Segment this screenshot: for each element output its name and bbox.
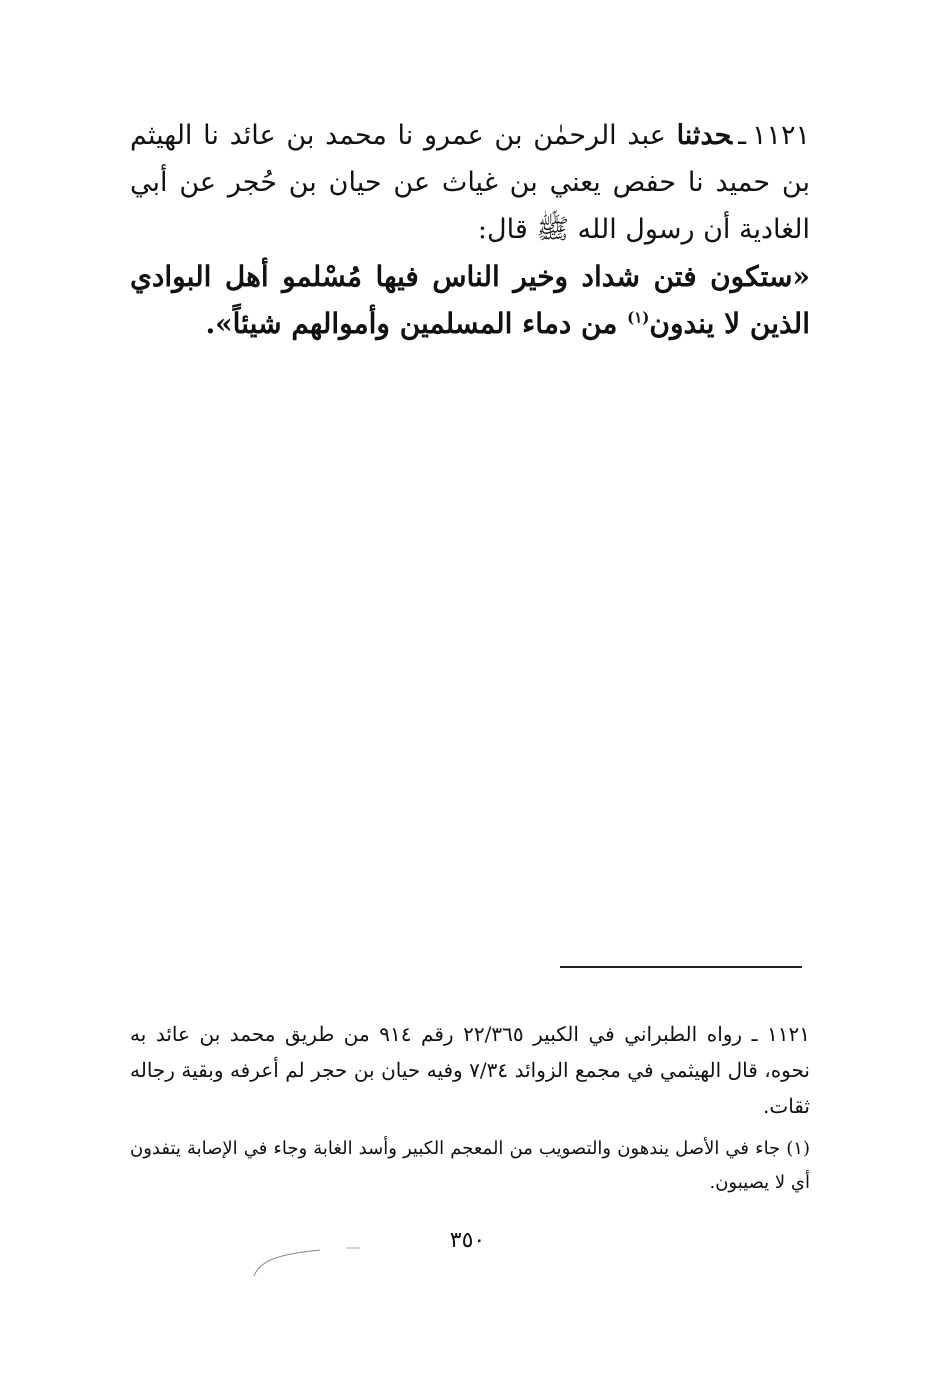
footnote-marker: (١): [627, 308, 650, 327]
footnote-note-1: (١) جاء في الأصل يندهون والتصويب من المعجم الكبير وأسد الغابة وجاء في الإصابة يتفدون أي لا يصيبون.: [130, 1138, 810, 1193]
footnote-hadith-reference: ١١٢١ ـ رواه الطبراني في الكبير ٢٢/٣٦٥ رقم ٩١٤ من طريق محمد بن عائد به نحوه، قال الهيثمي في مجمع الزوائد ٧/٣٤ وفيه حيان بن حجر لم أعرفه وبقية رجاله ثقات.: [130, 1022, 811, 1118]
scan-artifact-mark: [250, 1240, 370, 1280]
hadith-isnad: [130, 112, 810, 253]
footnotes-block: [130, 1016, 810, 1200]
matn-text-part1: «ستكون فتن شداد وخير الناس فيها مُسْلمو أهل البوادي الذين لا يندون: [130, 260, 810, 340]
main-text-block: [130, 112, 810, 347]
isnad-text: عبد الرحمٰن بن عمرو نا محمد بن عائد نا الهيثم بن حميد نا حفص يعني بن غياث عن حيان بن حُجر عن أبي الغادية أن رسول الله ﷺ قال:: [130, 120, 810, 245]
footnote-divider: [560, 966, 802, 968]
matn-text-part2: من دماء المسلمين وأموالهم شيئاً».: [205, 307, 618, 340]
page-number: ٣٥٠: [449, 1228, 486, 1253]
hadith-matn: [130, 253, 810, 347]
hadith-number: ١١٢١: [751, 120, 810, 151]
haddathana-keyword: حدثنا: [676, 120, 733, 151]
hadith-dash: ـ: [738, 120, 746, 151]
